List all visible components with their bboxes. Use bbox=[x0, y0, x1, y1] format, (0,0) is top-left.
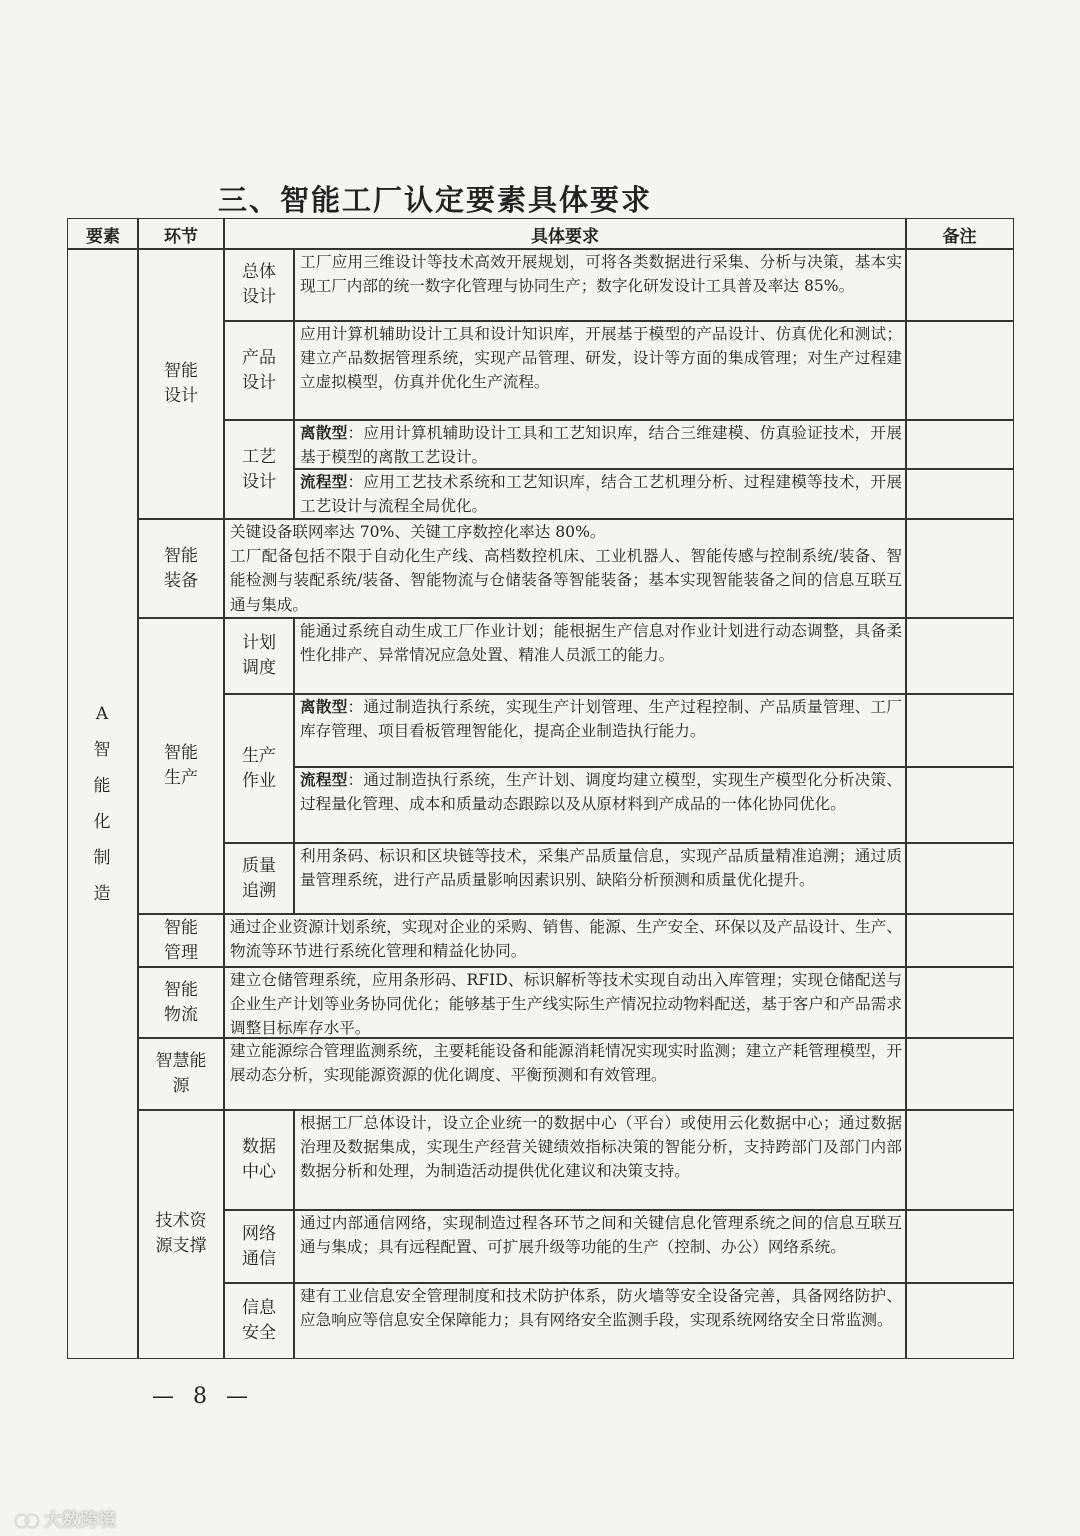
element-char: 化 bbox=[93, 811, 111, 832]
sub-operation: 生产作业 bbox=[223, 693, 295, 844]
remark-cell bbox=[905, 693, 1014, 768]
remark-cell bbox=[905, 468, 1014, 520]
req-equipment: 关键设备联网率达 70%、关键工序数控化率达 80%。 工厂配备包括不限于自动化生产线、高档数控机床、工业机器人、智能传感与控制系统/装备、智能检测与装配系统/装备、智能物流与仓储装备等智能装备；基本实现智能装备之间的信息互联互通与集成。 bbox=[223, 518, 907, 619]
element-letter: A bbox=[95, 703, 109, 724]
element-label bbox=[67, 248, 137, 1359]
group-tech: 技术资源支撑 bbox=[137, 1109, 225, 1359]
remark-cell bbox=[905, 1282, 1014, 1359]
remark-cell bbox=[905, 842, 1014, 915]
remark-cell bbox=[905, 419, 1014, 470]
group-management: 智能管理 bbox=[137, 913, 225, 968]
watermark-logo-icon bbox=[14, 1512, 40, 1530]
remark-cell bbox=[905, 248, 1014, 322]
sub-security: 信息安全 bbox=[223, 1282, 295, 1359]
group-energy: 智慧能源 bbox=[137, 1037, 225, 1111]
element-char: 造 bbox=[93, 883, 111, 904]
req-process-flow: 流程型：应用工艺技术系统和工艺知识库，结合工艺机理分析、过程建模等技术，开展工艺设计与流程全局优化。 bbox=[293, 468, 907, 520]
remark-cell bbox=[905, 966, 1014, 1039]
req-security: 建有工业信息安全管理制度和技术防护体系，防火墙等安全设备完善，具备网络防护、应急响应等信息安全保障能力；具有网络安全监测手段，实现系统网络安全日常监测。 bbox=[293, 1282, 907, 1359]
group-production: 智能生产 bbox=[137, 617, 225, 915]
remark-cell bbox=[905, 617, 1014, 695]
sub-product: 产品设计 bbox=[223, 320, 295, 421]
remark-cell bbox=[905, 320, 1014, 421]
req-operation-flow: 流程型：通过制造执行系统，生产计划、调度均建立模型，实现生产模型化分析决策、过程量化管理、成本和质量动态跟踪以及从原材料到产成品的一体化协同优化。 bbox=[293, 766, 907, 844]
requirements-table bbox=[67, 218, 1014, 1359]
req-datacenter: 根据工厂总体设计，设立企业统一的数据中心（平台）或使用云化数据中心；通过数据治理及数据集成，实现生产经营关键绩效指标决策的智能分析，支持跨部门及部门内部数据分析和处理，为制造活动提供优化建议和决策支持。 bbox=[293, 1109, 907, 1211]
req-overall: 工厂应用三维设计等技术高效开展规划，可将各类数据进行采集、分析与决策，基本实现工厂内部的统一数字化管理与协同生产；数字化研发设计工具普及率达 85%。 bbox=[293, 248, 907, 322]
req-energy: 建立能源综合管理监测系统，主要耗能设备和能源消耗情况实现实时监测；建立产耗管理模型，开展动态分析，实现能源资源的优化调度、平衡预测和有效管理。 bbox=[223, 1037, 907, 1111]
group-logistics: 智能物流 bbox=[137, 966, 225, 1039]
req-quality: 利用条码、标识和区块链等技术，采集产品质量信息，实现产品质量精准追溯；通过质量管理系统，进行产品质量影响因素识别、缺陷分析预测和质量优化提升。 bbox=[293, 842, 907, 915]
element-char: 制 bbox=[93, 847, 111, 868]
header-link: 环节 bbox=[137, 218, 225, 250]
sub-quality: 质量追溯 bbox=[223, 842, 295, 915]
req-logistics: 建立仓储管理系统，应用条形码、RFID、标识解析等技术实现自动出入库管理；实现仓储配送与企业生产计划等业务协同优化；能够基于生产线实际生产情况拉动物料配送，基于客户和产品需求调整目标库存水平。 bbox=[223, 966, 907, 1039]
remark-cell bbox=[905, 1209, 1014, 1284]
element-char: 能 bbox=[93, 775, 111, 796]
remark-cell bbox=[905, 1109, 1014, 1211]
remark-cell bbox=[905, 1037, 1014, 1111]
req-product: 应用计算机辅助设计工具和设计知识库，开展基于模型的产品设计、仿真优化和测试；建立产品数据管理系统，实现产品管理、研发，设计等方面的集成管理；对生产过程建立虚拟模型，仿真并优化生产流程。 bbox=[293, 320, 907, 421]
req-plan: 能通过系统自动生成工厂作业计划；能根据生产信息对作业计划进行动态调整，具备柔性化排产、异常情况应急处置、精准人员派工的能力。 bbox=[293, 617, 907, 695]
page-title: 三、智能工厂认定要素具体要求 bbox=[218, 183, 653, 217]
sub-overall: 总体设计 bbox=[223, 248, 295, 322]
sub-network: 网络通信 bbox=[223, 1209, 295, 1284]
header-remark: 备注 bbox=[905, 218, 1014, 250]
sub-process: 工艺设计 bbox=[223, 419, 295, 520]
sub-datacenter: 数据中心 bbox=[223, 1109, 295, 1211]
watermark: 大数跨境 bbox=[14, 1506, 116, 1532]
req-network: 通过内部通信网络，实现制造过程各环节之间和关键信息化管理系统之间的信息互联互通与集成；具有远程配置、可扩展升级等功能的生产（控制、办公）网络系统。 bbox=[293, 1209, 907, 1284]
header-requirement: 具体要求 bbox=[223, 218, 907, 250]
header-element: 要素 bbox=[67, 218, 139, 250]
element-char: 智 bbox=[93, 739, 111, 760]
remark-cell bbox=[905, 766, 1014, 844]
req-operation-discrete: 离散型：通过制造执行系统，实现生产计划管理、生产过程控制、产品质量管理、工厂库存管理、项目看板管理智能化，提高企业制造执行能力。 bbox=[293, 693, 907, 768]
sub-plan: 计划调度 bbox=[223, 617, 295, 695]
remark-cell bbox=[905, 518, 1014, 619]
page-number: — 8 — bbox=[152, 1384, 254, 1409]
req-process-discrete: 离散型：应用计算机辅助设计工具和工艺知识库，结合三维建模、仿真验证技术，开展基于模型的离散工艺设计。 bbox=[293, 419, 907, 470]
group-design: 智能设计 bbox=[137, 248, 225, 520]
req-management: 通过企业资源计划系统，实现对企业的采购、销售、能源、生产安全、环保以及产品设计、生产、物流等环节进行系统化管理和精益化协同。 bbox=[223, 913, 907, 968]
group-equipment: 智能装备 bbox=[137, 518, 225, 619]
remark-cell bbox=[905, 913, 1014, 968]
